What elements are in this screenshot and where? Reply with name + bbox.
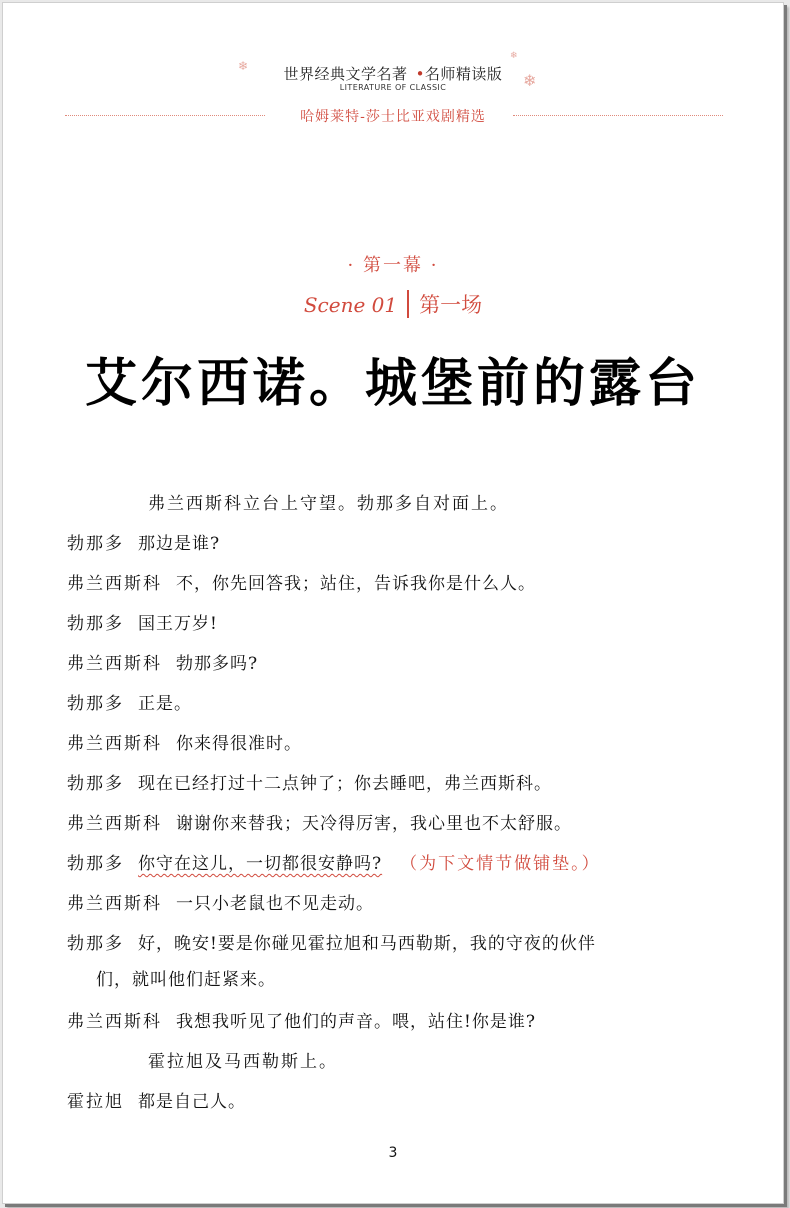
speaker: 弗兰西斯科 [67,814,162,834]
speaker: 弗兰西斯科 [67,734,162,754]
speaker: 弗兰西斯科 [67,654,162,674]
speaker: 霍拉旭 [67,1092,124,1112]
edition-label: 名师精读版 [424,65,503,83]
dialogue-line [67,893,374,915]
dialogue-line [67,693,192,715]
speech: 现在已经打过十二点钟了；你去睡吧，弗兰西斯科。 [138,774,552,794]
speech: 我想我听见了他们的声音。喂，站住!你是谁? [176,1012,536,1032]
speaker: 勃那多 [67,614,124,634]
series-title: 世界经典文学名著 [283,65,408,83]
annotation-note: （为下文情节做铺垫。） [400,854,601,874]
speaker: 弗兰西斯科 [67,574,162,594]
speaker: 弗兰西斯科 [67,894,162,914]
scene-divider [407,290,409,318]
speaker: 勃那多 [67,774,124,794]
act-label: · 第一幕 · [347,255,439,276]
speech: 你来得很准时。 [176,734,302,754]
dialogue-line [67,573,536,595]
series-english: LITERATURE OF CLASSIC [339,83,447,92]
dialogue-line [67,813,572,835]
series-header: 世界经典文学名著 •名师精读版 [283,65,503,83]
dialogue-line [67,533,220,555]
book-page [2,2,784,1204]
speech: 那边是谁? [138,534,221,554]
snowflake-icon: ❄ [510,51,518,61]
speaker: 勃那多 [67,934,124,954]
speaker: 勃那多 [67,534,124,554]
stage-direction: 弗兰西斯科立台上守望。勃那多自对面上。 [148,494,509,514]
speaker: 勃那多 [67,854,124,874]
scene-chinese: 第一场 [419,293,483,317]
speech: 不，你先回答我；站住，告诉我你是什么人。 [176,574,536,594]
speech: 都是自己人。 [138,1092,246,1112]
snowflake-icon: ❄ [523,71,537,90]
scene-heading [3,289,783,319]
dialogue-line [67,653,258,675]
underlined-speech: 你守在这儿，一切都很安静吗? [138,854,383,874]
speech: 正是。 [138,694,192,714]
speech: 谢谢你来替我；天冷得厉害，我心里也不太舒服。 [176,814,572,834]
stage-direction: 霍拉旭及马西勒斯上。 [148,1052,338,1072]
page-number: 3 [388,1145,398,1161]
dialogue-line [67,1011,536,1033]
dialogue-line [67,853,601,875]
speech: 勃那多吗? [176,654,259,674]
speech: 国王万岁! [138,614,218,634]
speaker: 弗兰西斯科 [67,1012,162,1032]
dialogue-continuation: 们，就叫他们赶紧来。 [96,970,276,990]
dialogue-line [67,733,302,755]
scene-english: Scene 01 [303,293,398,317]
speech: 一只小老鼠也不见走动。 [176,894,374,914]
dialogue-line [67,613,218,635]
speaker: 勃那多 [67,694,124,714]
dialogue-line [67,1091,246,1113]
book-title: 哈姆莱特-莎士比亚戏剧精选 [3,106,783,126]
speech: 好，晚安!要是你碰见霍拉旭和马西勒斯，我的守夜的伙伴 [138,934,596,954]
dialogue-line [67,773,552,795]
snowflake-icon: ❄ [238,59,249,73]
dialogue-line [67,933,596,955]
scene-title: 艾尔西诺。城堡前的露台 [84,353,701,414]
